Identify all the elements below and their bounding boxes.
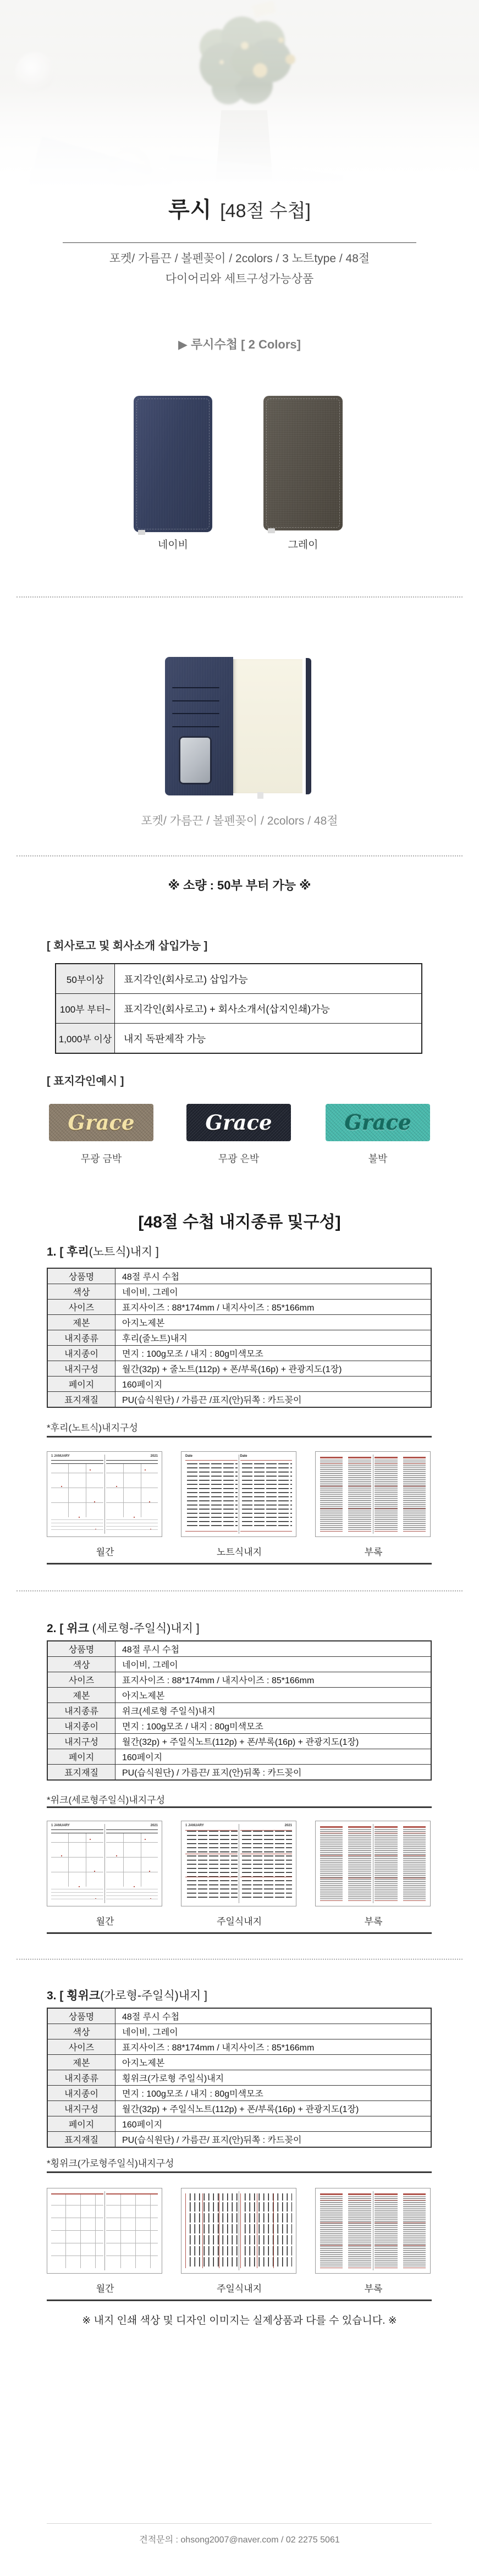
- product-format: [48절 수첩]: [220, 201, 311, 222]
- table-row: [47, 1657, 431, 1672]
- logo-option-table: [55, 963, 422, 1054]
- table-row: [47, 1346, 431, 1361]
- section2-heading: [47, 1619, 200, 1636]
- spec-label: 내지구성: [47, 1361, 115, 1377]
- spec-label: 내지구성: [47, 1734, 115, 1749]
- product-name: 루시: [168, 198, 212, 222]
- thumb-monthly: [47, 1821, 163, 1927]
- spec-value: 위크(세로형 주일식)내지: [115, 1703, 432, 1718]
- section2-thumbnails: [47, 1821, 432, 1927]
- spec-label: 내지종이: [47, 1718, 115, 1734]
- inside-cover: [165, 657, 233, 795]
- engrave-sample-text: Grace: [205, 1110, 272, 1135]
- thumb-label: 주일식내지: [216, 1916, 262, 1927]
- spec-label: 표지재질: [47, 1765, 115, 1781]
- spec-value: 표지각인(회사로고) 삽입가능: [115, 964, 422, 994]
- spec-label: 내지종류: [47, 1703, 115, 1718]
- section3-note: *횡위크(가로형주일식)내지구성: [47, 2158, 174, 2169]
- bookmark-ribbon: [138, 530, 145, 535]
- table-row: [56, 964, 422, 994]
- footer-divider: [47, 2523, 432, 2524]
- table-row: [56, 1024, 422, 1054]
- spec-value: 후리(줄노트)내지: [115, 1330, 432, 1346]
- spec-label: 색상: [47, 2024, 115, 2039]
- rule: [47, 1806, 432, 1808]
- sample-monthly-spread: [47, 1821, 162, 1906]
- sample-monthly-horizontal-spread: [47, 2188, 162, 2274]
- spec-label: 표지재질: [47, 1392, 115, 1408]
- spec-label: 내지종류: [47, 2070, 115, 2086]
- thumb-label: 주일식내지: [216, 2284, 262, 2294]
- spec-label: 상품명: [47, 1268, 115, 1284]
- table-row: [56, 994, 422, 1024]
- rule: [47, 2171, 432, 2173]
- spec-value: 표지사이즈 : 88*174mm / 내지사이즈 : 85*166mm: [115, 1300, 432, 1315]
- logo-section-heading: [ 회사로고 및 회사소개 삽입가능 ]: [47, 940, 208, 952]
- color-label-gray: 그레이: [288, 539, 318, 551]
- bookmark-ribbon: [257, 792, 263, 799]
- table-row: [47, 1703, 431, 1718]
- thumb-year: 2021: [284, 1824, 292, 1827]
- table-row: [47, 1718, 431, 1734]
- spec-value: 48절 루시 수첩: [115, 1268, 432, 1284]
- section1-thumbnails: [47, 1451, 432, 1558]
- open-view-caption: 포켓/ 가름끈 / 볼펜꽂이 / 2colors / 48절: [141, 815, 338, 827]
- section2-spec-table: [47, 1640, 432, 1781]
- spec-value: 160페이지: [115, 1377, 432, 1392]
- table-row: [47, 1300, 431, 1315]
- section-number: 3. [: [47, 1989, 67, 2002]
- spec-value: 160페이지: [115, 2116, 432, 2132]
- sample-monthly-spread: [47, 1451, 162, 1537]
- spec-label: 100부 부터~: [56, 994, 115, 1024]
- table-row: [47, 1672, 431, 1688]
- thumb-label: 월간: [96, 1547, 114, 1557]
- spec-label: 상품명: [47, 2008, 115, 2024]
- section-name: 후리: [67, 1246, 89, 1258]
- spec-label: 제본: [47, 2055, 115, 2070]
- sample-appendix-spread: [315, 1451, 431, 1537]
- thumb-label: 노트식내지: [216, 1547, 262, 1557]
- spec-label: 사이즈: [47, 1672, 115, 1688]
- color-label-navy: 네이비: [157, 539, 189, 551]
- spec-value: 면지 : 100g모조 / 내지 : 80g미색모조: [115, 2086, 432, 2101]
- thumb-monthly-horizontal: [47, 2188, 163, 2295]
- rule: [47, 2299, 432, 2301]
- sample-weekly-spread: [181, 1821, 296, 1906]
- table-row: [47, 1315, 431, 1330]
- spec-value: 네이비, 그레이: [115, 1657, 432, 1672]
- spec-value: 48절 루시 수첩: [115, 2008, 432, 2024]
- thumb-month-header: 1 JANUARY: [51, 1455, 70, 1458]
- spec-label: 표지재질: [47, 2132, 115, 2148]
- spec-value: 아지노제본: [115, 1315, 432, 1330]
- table-row: [47, 1688, 431, 1703]
- spec-value: 네이비, 그레이: [115, 2024, 432, 2039]
- section3-heading: [47, 1987, 207, 2003]
- thumb-weekly: [181, 1821, 298, 1927]
- table-row: [47, 1377, 431, 1392]
- dotted-divider: [16, 596, 463, 598]
- spec-value: 아지노제본: [115, 1688, 432, 1703]
- page-title: [0, 192, 479, 224]
- thumb-label: 월간: [96, 1916, 114, 1927]
- open-notebook-image: [165, 657, 311, 795]
- dotted-divider: [16, 1959, 463, 1960]
- spec-label: 제본: [47, 1315, 115, 1330]
- thumb-month-header: 1 JANUARY: [185, 1824, 204, 1827]
- thumb-monthly: [47, 1451, 163, 1558]
- engrave-sample-gold: [49, 1104, 153, 1141]
- table-row: [47, 1284, 431, 1300]
- section-name: 횡위크: [67, 1989, 101, 2002]
- colors-heading: ▶ 루시수첩 [ 2 Colors]: [178, 338, 301, 351]
- engrave-label-gold: 무광 금박: [80, 1153, 122, 1164]
- engrave-sample-silver: [186, 1104, 291, 1141]
- spec-label: 사이즈: [47, 1300, 115, 1315]
- engrave-label-silver: 무광 은박: [218, 1153, 260, 1164]
- spec-value: 네이비, 그레이: [115, 1284, 432, 1300]
- spec-label: 제본: [47, 1688, 115, 1703]
- feature-line: 포켓/ 가름끈 / 볼펜꽂이 / 2colors / 3 노트type / 48절: [109, 252, 370, 265]
- table-row: [47, 2132, 431, 2148]
- table-row: [47, 2101, 431, 2116]
- spec-value: PU(습식원단) / 가름끈/ 표지(안)뒤쪽 : 카드꽂이: [115, 2132, 432, 2148]
- notebook-navy-image: [134, 396, 212, 532]
- table-row: [47, 2086, 431, 2101]
- section-number: 1. [: [47, 1246, 67, 1258]
- spec-value: 내지 독판제작 가능: [115, 1024, 422, 1054]
- thumb-month-header: 1 JANUARY: [51, 1824, 70, 1827]
- spec-value: 월간(32p) + 줄노트(112p) + 폰/부록(16p) + 관광지도(1장): [115, 1361, 432, 1377]
- spec-label: 페이지: [47, 1377, 115, 1392]
- spec-value: PU(습식원단) / 가름끈/ 표지(안)뒤쪽 : 카드꽂이: [115, 1765, 432, 1781]
- rule: [47, 1932, 432, 1934]
- spec-label: 색상: [47, 1284, 115, 1300]
- thumb-note: [181, 1451, 298, 1558]
- bookmark-ribbon: [268, 528, 275, 533]
- set-option-line: 다이어리와 세트구성가능상품: [165, 273, 314, 285]
- contact-info: 견적문의 : ohsong2007@naver.com / 02 2275 5061: [139, 2535, 340, 2545]
- thumb-label: 부록: [364, 1547, 383, 1557]
- inner-pages: [233, 659, 302, 793]
- table-row: [47, 1641, 431, 1657]
- engrave-sample-text: Grace: [68, 1110, 135, 1135]
- table-row: [47, 2070, 431, 2086]
- section-number: 2. [: [47, 1622, 67, 1635]
- sample-note-spread: [181, 1451, 296, 1537]
- sample-appendix-spread: [315, 2188, 431, 2274]
- spec-label: 페이지: [47, 2116, 115, 2132]
- thumb-label: 부록: [364, 1916, 383, 1927]
- spec-value: 표지사이즈 : 88*174mm / 내지사이즈 : 85*166mm: [115, 1672, 432, 1688]
- table-row: [47, 1330, 431, 1346]
- card-window-pocket: [179, 736, 212, 784]
- spec-label: 상품명: [47, 1641, 115, 1657]
- engrave-section-heading: [ 표지각인예시 ]: [47, 1075, 124, 1087]
- table-row: [47, 2039, 431, 2055]
- thumb-date-header: Date: [185, 1455, 238, 1461]
- table-row: [47, 1765, 431, 1781]
- spec-label: 50부이상: [56, 964, 115, 994]
- thumb-label: 월간: [96, 2284, 114, 2294]
- spec-value: 표지각인(회사로고) + 회사소개서(삽지인쇄)가능: [115, 994, 422, 1024]
- engrave-sample-text: Grace: [344, 1110, 411, 1135]
- section3-spec-table: [47, 2008, 432, 2148]
- section-name-detail: (노트식)내지 ]: [89, 1246, 159, 1258]
- section1-heading: [47, 1243, 159, 1259]
- spec-value: 표지사이즈 : 88*174mm / 내지사이즈 : 85*166mm: [115, 2039, 432, 2055]
- spec-label: 내지종류: [47, 1330, 115, 1346]
- quantity-notice: ※ 소량 : 50부 부터 가능 ※: [168, 878, 311, 892]
- spec-label: 1,000부 이상: [56, 1024, 115, 1054]
- table-row: [47, 2024, 431, 2039]
- engrave-sample-deboss: [326, 1104, 430, 1141]
- spec-value: 아지노제본: [115, 2055, 432, 2070]
- rule: [47, 1436, 432, 1438]
- hero-photo: [0, 0, 479, 190]
- spec-value: 월간(32p) + 주일식노트(112p) + 폰/부록(16p) + 관광지도(1장): [115, 2101, 432, 2116]
- spec-label: 내지종이: [47, 1346, 115, 1361]
- rule: [47, 1563, 432, 1565]
- thumb-weekly-horizontal: [181, 2188, 298, 2295]
- spec-value: 면지 : 100g모조 / 내지 : 80g미색모조: [115, 1346, 432, 1361]
- thumb-appendix: [315, 1821, 432, 1927]
- photo-fade-overlay: [0, 0, 479, 190]
- spec-value: 횡위크(가로형 주일식)내지: [115, 2070, 432, 2086]
- section3-thumbnails: [47, 2188, 432, 2295]
- section-name: 위크: [67, 1622, 89, 1635]
- dotted-divider: [16, 1590, 463, 1591]
- table-row: [47, 1749, 431, 1765]
- spec-value: 월간(32p) + 주일식노트(112p) + 폰/부록(16p) + 관광지도(1장): [115, 1734, 432, 1749]
- table-row: [47, 2116, 431, 2132]
- thumb-year: 2021: [150, 1455, 158, 1458]
- table-row: [47, 1734, 431, 1749]
- spec-label: 내지구성: [47, 2101, 115, 2116]
- back-cover-edge: [306, 658, 311, 794]
- spec-label: 페이지: [47, 1749, 115, 1765]
- disclaimer-text: ※ 내지 인쇄 색상 및 디자인 이미지는 실제상품과 다를 수 있습니다. ※: [82, 2315, 397, 2326]
- section1-note: *후리(노트식)내지구성: [47, 1423, 138, 1433]
- spec-value: PU(습식원단) / 가름끈 /표지(안)뒤쪽 : 카드꽂이: [115, 1392, 432, 1408]
- sample-weekly-horizontal-spread: [181, 2188, 296, 2274]
- table-row: [47, 1392, 431, 1408]
- table-row: [47, 2008, 431, 2024]
- table-row: [47, 2055, 431, 2070]
- spec-label: 내지종이: [47, 2086, 115, 2101]
- thumb-appendix: [315, 2188, 432, 2295]
- spec-value: 160페이지: [115, 1749, 432, 1765]
- spec-value: 48절 루시 수첩: [115, 1641, 432, 1657]
- dotted-divider: [16, 855, 463, 856]
- section-name-detail: (가로형-주일식)내지 ]: [100, 1989, 207, 2002]
- thumb-appendix: [315, 1451, 432, 1558]
- section-name-detail: (세로형-주일식)내지 ]: [89, 1622, 200, 1635]
- spec-value: 면지 : 100g모조 / 내지 : 80g미색모조: [115, 1718, 432, 1734]
- notebook-gray-image: [263, 396, 343, 530]
- table-row: [47, 1361, 431, 1377]
- spec-label: 사이즈: [47, 2039, 115, 2055]
- inner-pages-main-heading: [48절 수첩 내지종류 및구성]: [138, 1213, 341, 1231]
- section2-note: *위크(세로형주일식)내지구성: [47, 1795, 166, 1805]
- sample-appendix-spread: [315, 1821, 431, 1906]
- section1-spec-table: [47, 1268, 432, 1408]
- title-divider: [63, 242, 416, 243]
- table-row: [47, 1268, 431, 1284]
- spec-label: 색상: [47, 1657, 115, 1672]
- thumb-label: 부록: [364, 2284, 383, 2294]
- engrave-label-deboss: 불박: [368, 1153, 388, 1164]
- thumb-date-header: Date: [240, 1455, 293, 1461]
- thumb-year: 2021: [150, 1824, 158, 1827]
